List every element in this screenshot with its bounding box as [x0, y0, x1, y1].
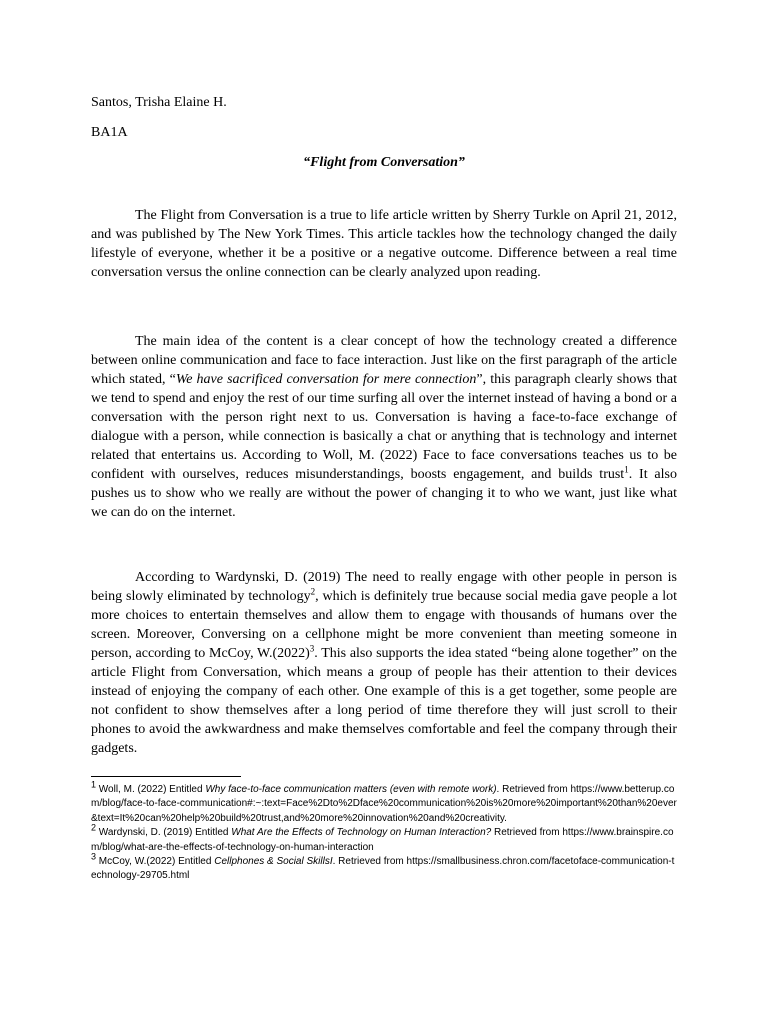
footnote-title: What Are the Effects of Technology on Human Interaction?: [231, 827, 492, 839]
footnote-url[interactable]: . Retrieved from https://smallbusiness.chron.com/facetoface-communication-technology-29705.html: [91, 856, 675, 882]
essay-title: “Flight from Conversation”: [303, 155, 465, 170]
footnote-number: 2: [91, 822, 97, 833]
footnote-title: Why face-to-face communication matters (even with remote work): [205, 784, 497, 795]
paragraph-3-text-b: , which is definitely true because social media gave people a lot more choices to entertain themselves and allow them to engage with thousands of humans over the screen. Moreover, Conversing on a cellphone might be more convenient than meeting someone in person, according to McCoy, W.(2022): [91, 589, 677, 661]
footnote-text: Woll, M. (2022) Entitled: [96, 784, 206, 795]
paragraph-2: [91, 332, 677, 522]
paragraph-3: [91, 568, 677, 758]
paragraph-3-text-a: According to Wardynski, D. (2019) The need to really engage with other people in person is being slowly eliminated by technology: [91, 570, 677, 604]
footnote-title: Cellphones & Social SkillsI: [214, 856, 333, 868]
footnote-2: [91, 822, 677, 855]
section-code: BA1A: [91, 125, 128, 140]
paragraph-1: The Flight from Conversation is a true to life article written by Sherry Turkle on April 21, 2012, and was published by The New York Times. This article tackles how the technology changed the daily lifestyle of everyone, whether it be a positive or a negative outcome. Difference between a real time conversation versus the online connection can be clearly analyzed upon reading.: [91, 208, 677, 280]
paragraph-2-text-c: . It also pushes us to show who we really are without the power of changing it to who we want, just like what we can do on the internet.: [91, 467, 677, 520]
paragraph-2-text-b: ”, this paragraph clearly shows that we tend to spend and enjoy the rest of our time surfing all over the internet instead of having a bond or a conversation with the person right next to us. Conversation is having a face-to-face exchange of dialogue with a person, while connection is basically a chat or anything that is technology and internet related that entertains us. According to Woll, M. (2022) Face to face conversations teaches us to be confident with ourselves, reduces misunderstandings, boosts engagement, and builds trust: [91, 372, 677, 482]
footnote-1: [91, 779, 677, 826]
footnote-3: [91, 851, 677, 884]
author-name: Santos, Trisha Elaine H.: [91, 95, 227, 110]
footnote-url[interactable]: . Retrieved from https://www.betterup.com/blog/face-to-face-communication#:~:text=Face%2Dto%2Dface%20communication%20is%20more%20important%20than%20ever&text=It%20can%20help%20build%20trust,and%20more%20innovation%20and%20creativity.: [91, 784, 677, 824]
footnote-number: 3: [91, 851, 97, 862]
paragraph-2-text-a: The main idea of the content is a clear concept of how the technology created a difference between online communication and face to face interaction. Just like on the first paragraph of the article which stated, “: [91, 334, 677, 387]
footnote-ref-2[interactable]: 2: [310, 586, 316, 597]
footnote-number: 1: [91, 779, 97, 790]
footnote-separator: [91, 776, 241, 777]
paragraph-3-text-c: . This also supports the idea stated “being alone together” on the article Flight from Conversation, which means a group of people has their attention to their devices instead of enjoying the company of each other. One example of this is a get together, some people are not confident to show themselves after a long period of time therefore they will just scroll to their phones to avoid the awkwardness and make themselves comfortable and feel the company through their gadgets.: [91, 646, 677, 756]
footnote-text: Wardynski, D. (2019) Entitled: [96, 827, 232, 839]
paragraph-2-quote: We have sacrificed conversation for mere connection: [175, 372, 477, 387]
footnote-url[interactable]: Retrieved from https://www.brainspire.com/blog/what-are-the-effects-of-technology-on-human-interaction: [91, 827, 674, 853]
footnote-text: McCoy, W.(2022) Entitled: [96, 856, 215, 868]
footnote-ref-1[interactable]: 1: [624, 464, 629, 475]
footnotes: [91, 779, 677, 884]
footnote-ref-3[interactable]: 3: [309, 643, 315, 654]
